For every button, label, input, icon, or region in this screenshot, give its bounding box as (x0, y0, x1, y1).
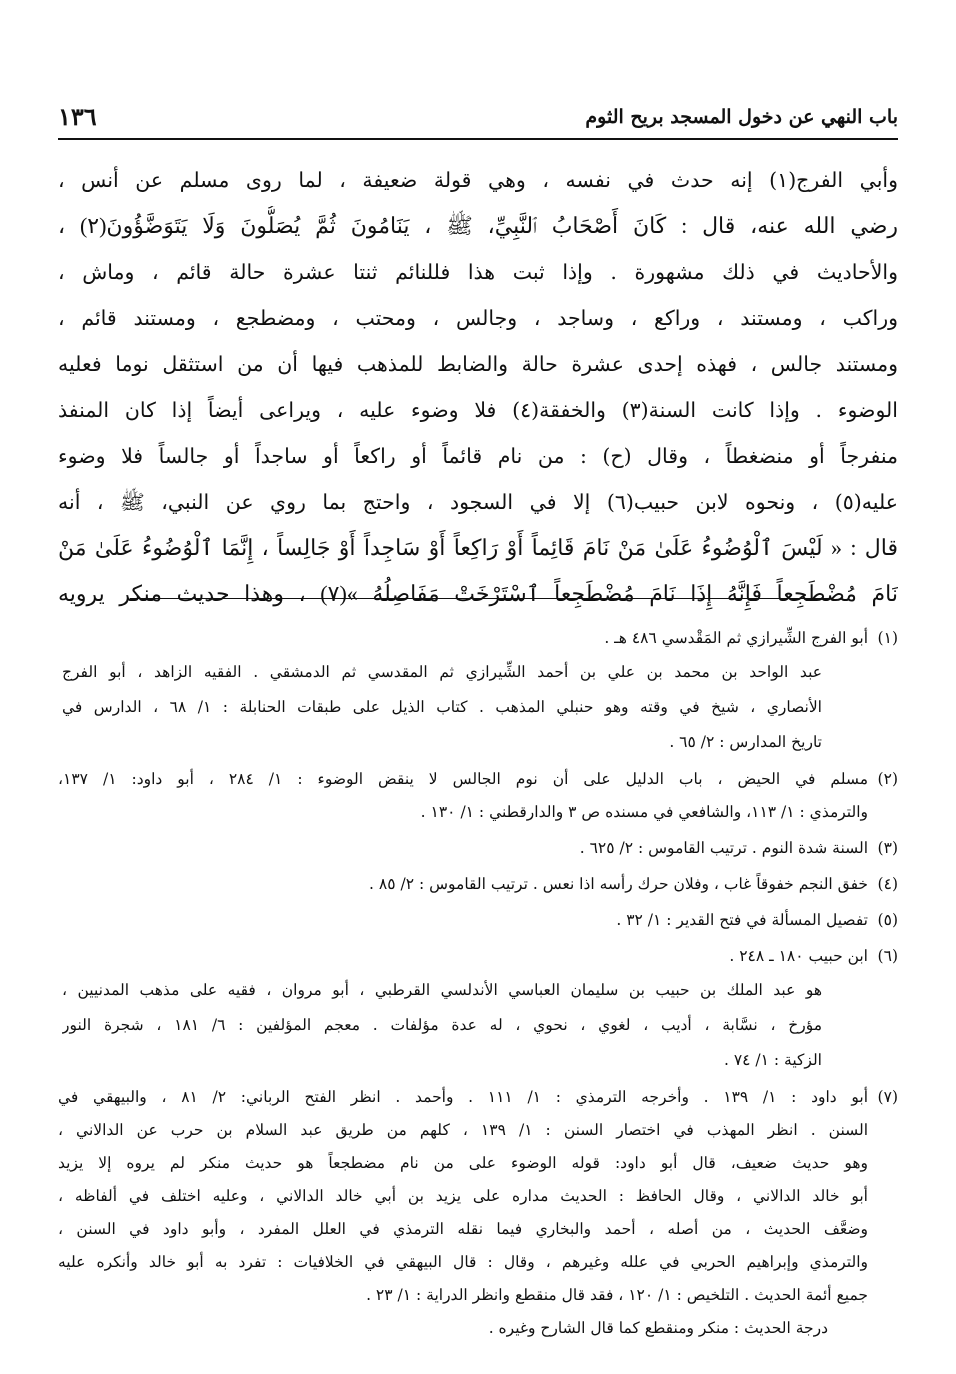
footnote-line: السنن . انظر المهذب في اختصار السنن : ١/ ١٣٩ ، كلهم من طريق عبد السلام بن حرب عن الدالاني ، (58, 1121, 868, 1139)
footnote-number: (٧) (877, 1088, 898, 1106)
footnote-line: ابن حبيب ١٨٠ ـ ٢٤٨ . (729, 947, 868, 965)
footnote-line: هو عبد الملك بن حبيب بن سليمان العباسي الأندلسي القرطبي ، أبو مروان ، فقيه على مذهب المدنيين ، (62, 981, 822, 999)
hadith-grade: درجة الحديث : منكر ومنقطع كما قال الشارح وغيره . (488, 1319, 828, 1337)
main-text-line: ومستند جالس ، فهذه إحدى عشرة حالة والضابط للمذهب فيها أن من استثقل نوما فعليه (58, 352, 898, 376)
footnote-line: وضعَّف الحديث ، من أصله ، أحمد والبخاري فيما نقله الترمذي في العلل المفرد ، وأبو داود في السنن ، (58, 1220, 868, 1238)
footnote-line: أبو خالد الدالاني ، وقال الحافظ : الحديث مداره على يزيد بن أبي خالد الدالاني ، وعليه اختلف في ألفاظه ، (58, 1187, 868, 1205)
footnote (58, 868, 898, 901)
main-text-line: قال : « لَيْسَ ٱلْوُضُوءُ عَلَىٰ مَنْ نَامَ قَائِماً أَوْ رَاكِعاً أَوْ سَاجِداً أَوْ جَالِساً ، إِنَّمَا ٱلْوُضُوءُ عَلَىٰ مَنْ (58, 535, 898, 560)
footnote-number: (٥) (877, 911, 898, 929)
footnote-line: أبو داود : ١/ ١٣٩ . وأخرجه الترمذي : ١/ ١١١ . وأحمد . انظر الفتح الرباني: ٢/ ٨١ ، والبيهقي في (58, 1088, 868, 1106)
footnote (58, 622, 898, 760)
footnote-line: وهو حديث ضعيف، قال أبو داود: قوله الوضوء على من نام مضطجعاً هو حديث منكر لم يروه إلا يزيد (58, 1154, 868, 1172)
main-text (58, 160, 898, 620)
footnote-rule (130, 598, 830, 599)
footnote-number: (٦) (877, 947, 898, 965)
footnote (58, 832, 898, 865)
main-text-line: عليه(٥) ، ونحوه لابن حبيب(٦) إلا في السجود ، واحتج بما روي عن النبي، ﷺ ، أنه (58, 490, 898, 514)
footnote-line: الأنصاري ، شيخ في وقته وهو حنبلي المذهب . كتاب الذيل على طبقات الحنابلة : ١/ ٦٨ ، الدارس في (62, 698, 822, 716)
footnotes (58, 622, 898, 1348)
main-text-line: منفرجاً أو منضغطاً ، وقال (ح) : من نام قائماً أو راكعاً أو ساجداً أو جالساً فلا وضوء (58, 444, 898, 468)
footnote-line: والترمذي : ١/ ١١٣، والشافعي في مسنده ص ٣ والدارقطني : ١/ ١٣٠ . (420, 803, 868, 821)
main-text-line: وراكب ، ومستند ، وراكع ، وساجد ، وجالس ، ومحتب ، ومضطجع ، ومستند قائم ، (58, 306, 898, 330)
main-text-line: والأحاديث في ذلك مشهورة . وإذا ثبت هذا فللنائم ثنتا عشرة حالة قائم ، وماش ، (58, 260, 898, 284)
chapter-title: باب النهي عن دخول المسجد بريح الثوم (585, 106, 898, 128)
footnote-line: عبد الواحد بن محمد بن علي بن أحمد الشِّيرازي ثم المقدسي ثم الدمشقي . الفقيه الزاهد ، أبو الفرج (62, 663, 822, 681)
footnote-biography (58, 655, 868, 760)
footnote (58, 940, 898, 1078)
footnote (58, 1081, 898, 1345)
header-rule (58, 138, 898, 140)
footnote-number: (٣) (877, 839, 898, 857)
running-header (58, 102, 898, 136)
footnote-line: والترمذي وإبراهيم الحربي في علله وغيرهم ، وقال : قال البيهقي في الخلافيات : تفرد به أبو خالد وأنكره عليه (58, 1253, 868, 1271)
footnote-line: الزكية : ١/ ٧٤ . (723, 1051, 822, 1069)
main-text-line: نَامَ مُضْطَجِعاً فَإِنَّهُ إِذَا نَامَ مُضْطَجِعاً ٱسْتَرْخَتْ مَفَاصِلُهُ »(٧) ، وهذا حديث منكر يرويه (58, 581, 898, 606)
footnote-line: تفصيل المسألة في فتح القدير : ١/ ٣٢ . (616, 911, 868, 929)
footnote-biography (58, 973, 868, 1078)
footnote-line: خفق النجم خفوقاً غاب ، وفلان حرك رأسه اذا نعس . ترتيب القاموس : ٢/ ٨٥ . (369, 875, 868, 893)
footnote-number: (١) (877, 629, 898, 647)
footnote-line: مؤرخ ، نسَّابة ، أديب ، لغوي ، نحوي ، له عدة مؤلفات . معجم المؤلفين : ٦/ ١٨١ ، شجرة النور (62, 1016, 822, 1034)
main-text-line: رضي الله عنه، قال : كَانَ أَصْحَابُ ٱلنَّبِيِّ، ﷺ ، يَنَامُونَ ثُمَّ يُصَلُّونَ وَلَا يَتَوَضَّؤُونَ(٢) ، (58, 213, 898, 238)
footnote-number: (٤) (877, 875, 898, 893)
footnote (58, 904, 898, 937)
footnote-line: أبو الفرج الشِّيرازي ثم المَقْدسي ٤٨٦ هـ . (604, 629, 868, 647)
footnote-line: السنة شدة النوم . ترتيب القاموس : ٢/ ٦٢٥ . (579, 839, 868, 857)
footnote-line: مسلم في الحيض ، باب الدليل على أن نوم الجالس لا ينقض الوضوء : ١/ ٢٨٤ ، أبو داود: ١/ ١٣٧، (58, 770, 868, 788)
main-text-line: وأبي الفرج(١) إنه حدث في نفسه ، وهي قولة ضعيفة ، لما روى مسلم عن أنس ، (58, 168, 898, 192)
footnote (58, 763, 898, 829)
main-text-line: الوضوء . وإذا كانت السنة(٣) والخفقة(٤) فلا وضوء عليه ، ويراعى أيضاً إذا كان المنفذ (58, 398, 898, 422)
footnote-number: (٢) (877, 770, 898, 788)
footnote-line: تاريخ المدارس : ٢/ ٦٥ . (669, 733, 822, 751)
footnote-line: جميع أئمة الحديث . التلخيص : ١/ ١٢٠ ، فقد قال منقطع وانظر الدراية : ١/ ٢٣ . (366, 1286, 868, 1304)
page-number: ١٣٦ (58, 102, 97, 131)
